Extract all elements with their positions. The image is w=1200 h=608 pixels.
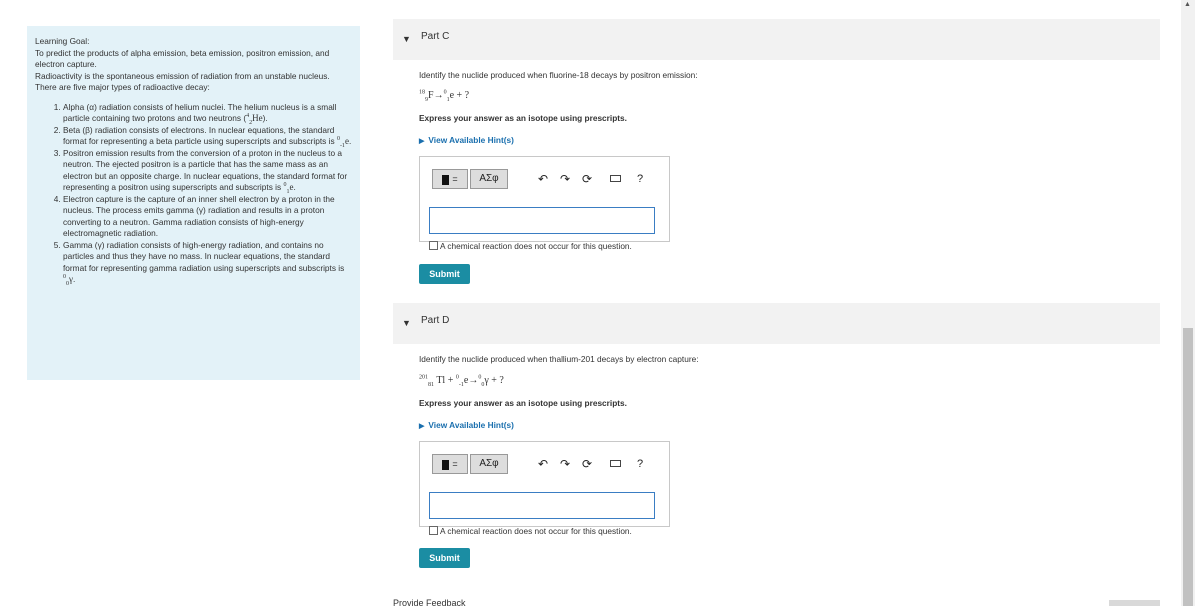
part-d-label: Part D [421,315,450,326]
list-item-electron-capture: 4. Electron capture is the capture of an inner shell electron by a proton in the nucleus. The process emits gamma (γ) radiation and results in a proton converting to a neutron. Gamma radiation consists of high-energy electromagnetic radiation. [63,194,352,240]
no-reaction-checkbox[interactable]: A chemical reaction does not occur for this question. [429,241,632,251]
checkbox-icon[interactable] [429,241,438,250]
part-d-header[interactable] [393,303,1160,344]
part-c-submit-button[interactable]: Submit [419,264,470,284]
part-c-instructions: Express your answer as an isotope using prescripts. [419,113,627,123]
reset-icon[interactable]: ⟳ [582,457,593,471]
keyboard-icon[interactable] [610,175,621,182]
scroll-up-arrow-icon[interactable]: ▲ [1184,1,1191,8]
answer-input[interactable] [429,492,655,519]
undo-icon[interactable]: ↶ [538,457,549,471]
no-reaction-checkbox[interactable]: A chemical reaction does not occur for this question. [429,526,632,536]
collapse-caret-icon[interactable]: ▼ [402,34,411,44]
provide-feedback-link[interactable]: Provide Feedback [393,598,466,608]
redo-icon[interactable]: ↷ [560,172,571,186]
scrollbar-thumb[interactable] [1183,328,1193,606]
template-button[interactable]: = [432,169,468,189]
part-d-instructions: Express your answer as an isotope using prescripts. [419,398,627,408]
list-item-beta: 2. Beta (β) radiation consists of electrons. In nuclear equations, the standard format for representing a beta particle using superscripts and subscripts is $^0_{-1}$e. [63,125,352,148]
list-item-positron: 3. Positron emission results from the conversion of a proton in the nucleus to a neutron. The ejected positron is a particle that has the same mass as an electron but an opposite charge. In nuclear equations, the standard format for representing a positron using superscripts and subscripts is $^0_1$e. [63,148,352,194]
decay-types-list [35,102,352,286]
redo-icon[interactable]: ↷ [560,457,571,471]
greek-symbols-button[interactable]: ΑΣφ [470,454,508,474]
expand-triangle-icon: ▶ [419,138,425,145]
next-bar[interactable] [1109,600,1160,606]
math-toolbar [420,169,669,191]
expand-triangle-icon: ▶ [419,423,425,430]
reset-icon[interactable]: ⟳ [582,172,593,186]
collapse-caret-icon[interactable]: ▼ [402,318,411,328]
checkbox-icon[interactable] [429,526,438,535]
list-item-gamma: 5. Gamma (γ) radiation consists of high-energy radiation, and contains no particles and thus they have no mass. In nuclear equations, the standard format for representing gamma radiation using superscripts and subscripts is $^0_0$γ. [63,240,352,286]
part-c-label: Part C [421,31,450,42]
answer-input[interactable] [429,207,655,234]
learning-goal-intro: Radioactivity is the spontaneous emission of radiation from an unstable nucleus. There are five major types of radioactive decay: [35,70,330,92]
learning-goal-text: To predict the products of alpha emission, beta emission, positron emission, and electron capture. [35,47,330,69]
undo-icon[interactable]: ↶ [538,172,549,186]
learning-goal-panel [27,26,360,380]
keyboard-icon[interactable] [610,460,621,467]
part-c-equation: $^{18}_9$F→$^0_1$e + ? [419,89,470,103]
greek-symbols-button[interactable]: ΑΣφ [470,169,508,189]
part-d-question: Identify the nuclide produced when thallium-201 decays by electron capture: [419,354,699,364]
part-d-hint-link[interactable]: ▶ View Available Hint(s) [419,420,514,430]
part-c-question: Identify the nuclide produced when fluorine-18 decays by positron emission: [419,70,698,80]
part-c-answer-panel [419,156,670,251]
help-icon[interactable]: ? [637,458,644,470]
list-item-alpha: 1. Alpha (α) radiation consists of helium nuclei. The helium nucleus is a small particle containing two protons and two neutrons ($^4_2$He). [63,102,352,125]
template-button[interactable]: = [432,454,468,474]
part-d-submit-button[interactable]: Submit [419,548,470,568]
learning-goal-title: Learning Goal: [35,36,90,46]
part-d-equation: $^{201}_{81}$ Tl + $^0_{-1}$e→$^0_0$γ + ? [419,374,504,388]
part-d-answer-panel [419,441,670,536]
part-c-hint-link[interactable]: ▶ View Available Hint(s) [419,135,514,145]
part-c-header[interactable] [393,19,1160,60]
help-icon[interactable]: ? [637,173,644,185]
math-toolbar [420,454,669,476]
